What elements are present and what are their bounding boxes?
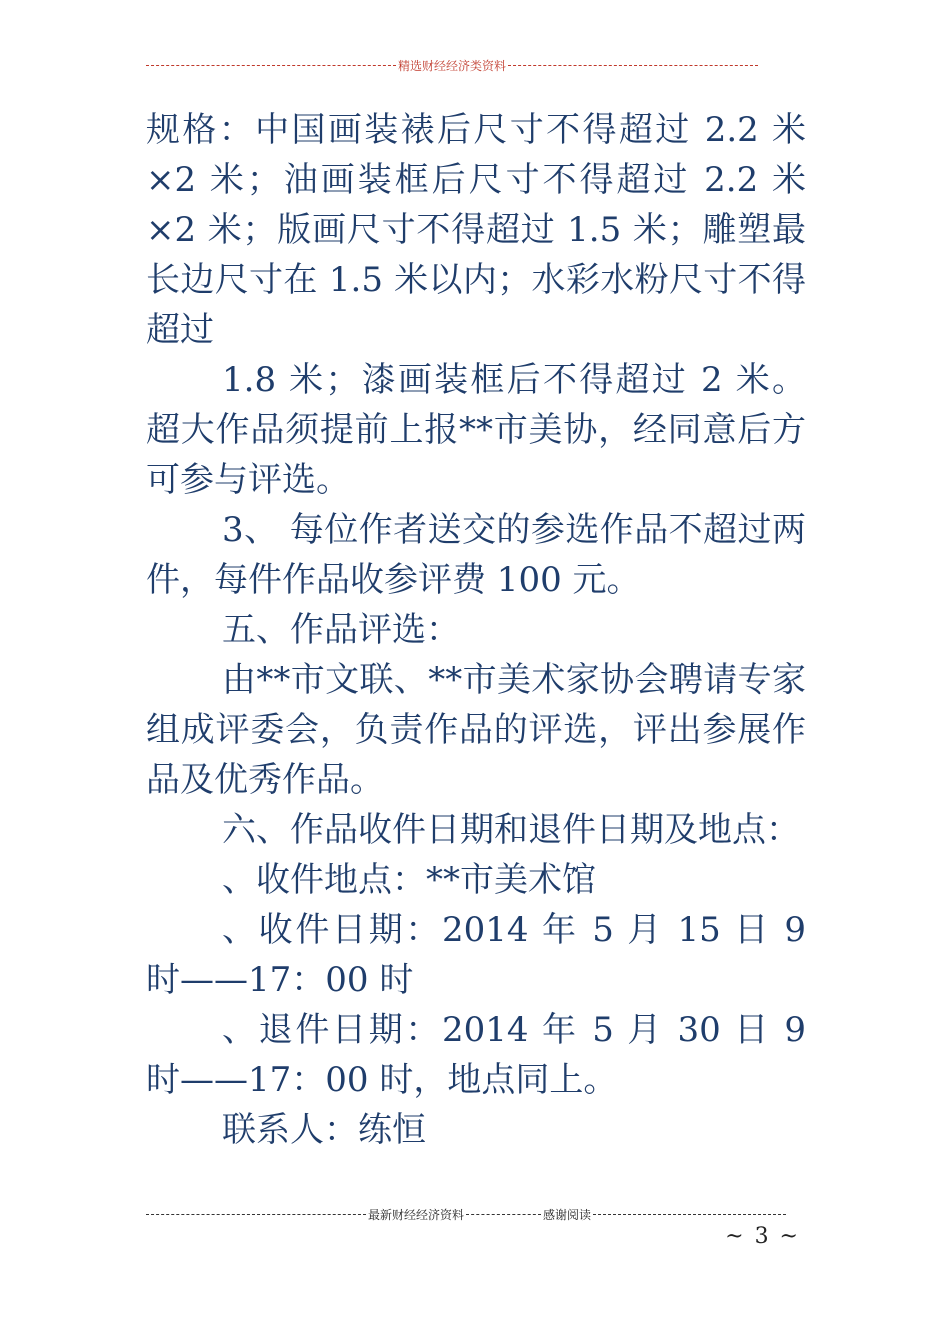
document-body	[146, 105, 806, 1155]
paragraph-contact: 联系人：练恒	[222, 1110, 426, 1150]
section-heading-judging: 五、作品评选：	[222, 610, 460, 650]
paragraph-judging: 由**市文联、**市美术家协会聘请专家组成评委会，负责作品的评选，评出参展作品及优秀作品。	[146, 660, 806, 800]
footer-rule	[146, 1204, 786, 1224]
footer-dash-middle	[466, 1214, 541, 1215]
paragraph-entry-limit: 3、 每位作者送交的参选作品不超过两件，每件作品收参评费 100 元。	[146, 510, 806, 600]
header-rule	[146, 55, 758, 75]
footer-dash-right	[593, 1214, 786, 1215]
paragraph-receive-date: 、收件日期：2014 年 5 月 15 日 9 时——17：00 时	[146, 910, 806, 1000]
footer-right-text: 感谢阅读	[543, 1207, 592, 1222]
footer-dash-left	[146, 1214, 366, 1215]
paragraph-receive-location: 、收件地点：**市美术馆	[222, 860, 596, 900]
page-number: ~ 3 ~	[725, 1224, 800, 1249]
header-dash-left	[146, 65, 396, 66]
paragraph-return-date: 、退件日期：2014 年 5 月 30 日 9 时——17：00 时，地点同上。	[146, 1010, 806, 1100]
paragraph-lacquer: 1.8 米；漆画装框后不得超过 2 米。超大作品须提前上报**市美协，经同意后方可参与评选。	[146, 360, 806, 500]
section-heading-dates: 六、作品收件日期和退件日期及地点：	[222, 810, 800, 850]
paragraph-specs: 规格：中国画装裱后尺寸不得超过 2.2 米×2 米；油画装框后尺寸不得超过 2.2 米×2 米；版画尺寸不得超过 1.5 米；雕塑最长边尺寸在 1.5 米以内；水彩水粉尺寸不得超过	[146, 110, 806, 350]
header-dash-right	[508, 65, 758, 66]
footer-left-text: 最新财经经济资料	[368, 1207, 465, 1222]
header-text: 精选财经经济类资料	[398, 58, 507, 73]
